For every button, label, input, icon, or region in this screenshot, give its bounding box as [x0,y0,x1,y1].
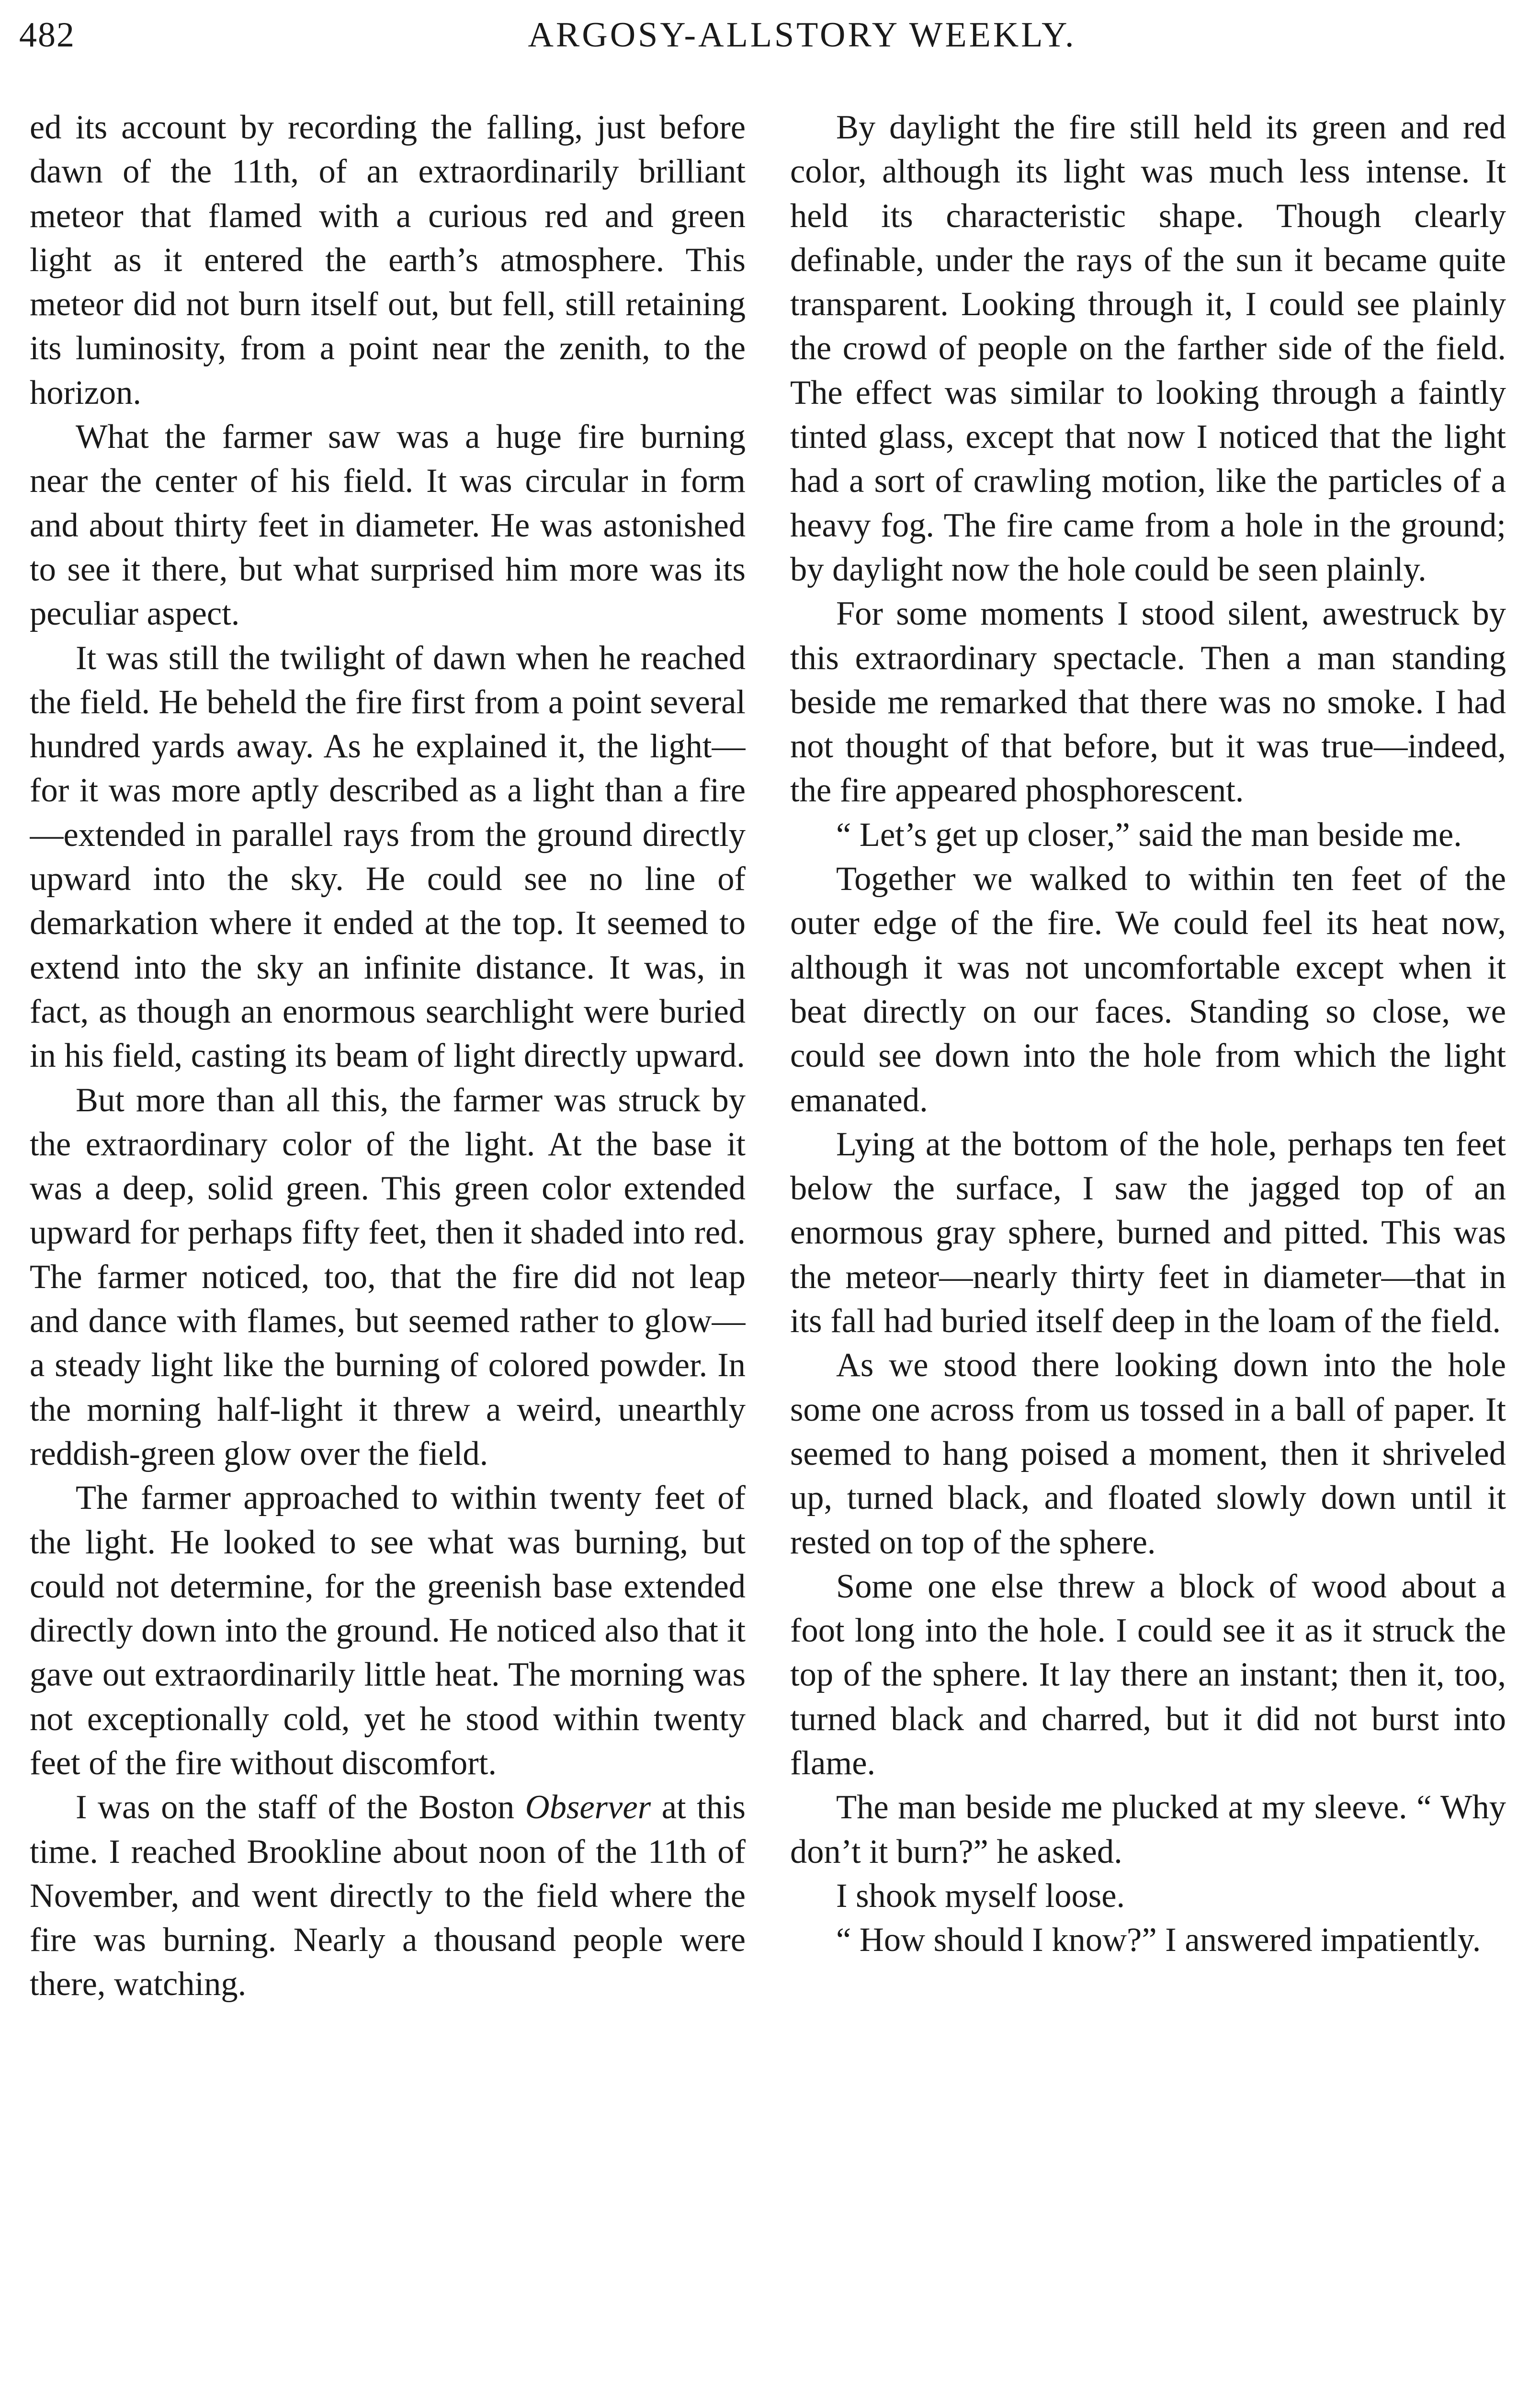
paragraph: But more than all this, the farmer was struck by the extraordinary color of the light. At the base it was a deep, solid green. This green color extended upward for perhaps fifty feet, then it shaded into red. The farmer noticed, too, that the fire did not leap and dance with flames, but seemed rather to glow—a steady light like the burning of colored powder. In the morning half-light it threw a weird, unearthly reddish-green glow over the field. [30,1081,746,1472]
paragraph: By daylight the fire still held its green and red color, although its light was much less intense. It held its characteristic shape. Though clearly definable, under the rays of the sun it became quite transparent. Looking through it, I could see plainly the crowd of people on the farther side of the field. The effect was similar to looking through a faintly tinted glass, except that now I noticed that the light had a sort of crawling motion, like the particles of a heavy fog. The fire came from a hole in the ground; by daylight now the hole could be seen plainly. [790,109,1506,588]
paragraph: “ How should I know?” I answered impatiently. [836,1921,1481,1959]
paragraph: It was still the twilight of dawn when he reached the field. He beheld the fire first from a point several hundred yards away. As he explained it, the light—for it was more aptly described as a light than a fire—extended in parallel rays from the ground directly upward into the sky. He could see no line of demarkation where it ended at the top. It seemed to extend into the sky an infinite distance. It was, in fact, as though an enormous searchlight were buried in his field, casting its beam of light directly upward. [30,639,746,1075]
running-head: ARGOSY-ALLSTORY WEEKLY. [528,15,1076,55]
paragraph: I shook myself loose. [836,1877,1125,1915]
paragraph: ed its account by recording the falling, just before dawn of the 11th, of an extraordinarily brilliant meteor that flamed with a curious red and green light as it entered the earth’s atmosphere. This meteor did not burn itself out, but fell, still retaining its luminosity, from a point near the zenith, to the horizon. [30,109,746,411]
paragraph: “ Let’s get up closer,” said the man beside me. [836,816,1462,854]
paragraph-text: at this time. I reached Brookline about noon of the 11th of November, and went directly to the field where the fire was burning. Nearly a thousand people were there, watching. [30,1789,746,2003]
paragraph: As we stood there looking down into the hole some one across from us tossed in a ball of paper. It seemed to hang poised a moment, then it shriveled up, turned black, and floated slowly down until it rested on top of the sphere. [790,1346,1506,1561]
paragraph: What the farmer saw was a huge fire burning near the center of his field. It was circular in form and about thirty feet in diameter. He was astonished to see it there, but what surprised him more was its peculiar aspect. [30,418,746,633]
page-number: 482 [19,15,75,55]
right-column [790,105,1506,2395]
paragraph: Lying at the bottom of the hole, perhaps ten feet below the surface, I saw the jagged top of an enormous gray sphere, burned and pitted. This was the meteor—nearly thirty feet in diameter—that in its fall had buried itself deep in the loam of the field. [790,1125,1506,1340]
paragraph: Some one else threw a block of wood about a foot long into the hole. I could see it as it struck the top of the sphere. It lay there an instant; then it, too, turned black and charred, but it did not burst into flame. [790,1567,1506,1782]
paragraph: The man beside me plucked at my sleeve. “ Why don’t it burn?” he asked. [790,1789,1506,1870]
paragraph: For some moments I stood silent, awestruck by this extraordinary spectacle. Then a man standing beside me remarked that there was no smoke. I had not thought of that before, but it was true—indeed, the fire appeared phosphorescent. [790,595,1506,810]
paragraph: Together we walked to within ten feet of the outer edge of the fire. We could feel its heat now, although it was not uncomfortable except when it beat directly on our faces. Standing so close, we could see down into the hole from which the light emanated. [790,860,1506,1119]
paragraph: The farmer approached to within twenty feet of the light. He looked to see what was burning, but could not determine, for the greenish base extended directly down into the ground. He noticed also that it gave out extraordinarily little heat. The morning was not exceptionally cold, yet he stood within twenty feet of the fire without discomfort. [30,1479,746,1782]
paragraph-text: I was on the staff of the Boston [76,1789,525,1826]
page-header [19,9,1518,76]
left-column [30,105,746,2395]
newspaper-title: Observer [525,1789,651,1826]
paragraph [30,1785,746,2006]
